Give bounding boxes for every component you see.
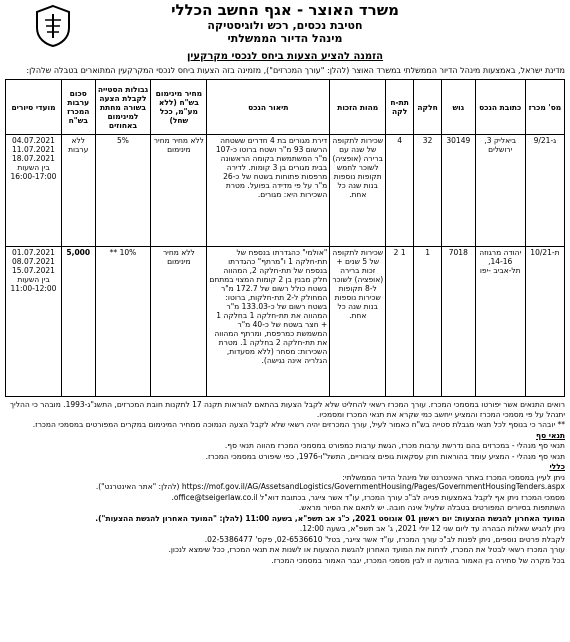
col-header: סכום ערבות המכרז בש"ח (61, 80, 95, 135)
info-item: עורך המכרז רשאי לבטל את המכרז, לדחות את המועד האחרון להגשת ההצעות או לשנות את תנאי המכרז, ככל שימצא לנכון. (168, 545, 565, 554)
info-item: בכל מקרה של סתירה בין האמור בהודעה זו לבין מסמכי המכרז, יגבר האמור במסמכי המכרז. (271, 555, 565, 565)
col-header: גוש (442, 80, 476, 135)
term-item: תנאי סף מנהלי - במכרזים בהם נדרשת ערבות מכרז, הגשת ערבות כמפורט במסמכי המכרז מהווה תנאי סף. (224, 441, 565, 450)
cell-description: "אולמי" כהגדרתו בנספח של תת-חלקה 1 ו"מרתף" כהגדרתו בנספח של תת-חלקה 2, המהווה חלק מבנין בן 2 קומות המצוי במתחם בשטח כולל רשום של 172.7 מ"ר המחולק ל-2 תת-חלקות, ברוטו: בשטח רשום של כ-133.03 מ"ר המהווה את תת-חלקה 1 בחלקה 1 + חצר בשטח של כ-40 מ"ר המשמשת כמרפסת, ומרתף המהווה את תת-חלקה 2 בחלקה 1. מטרת השכירות: מסחר (ללא מסעדות, הגלריה אינה נגישה). (207, 247, 330, 397)
term-item: תנאי סף מנהלי - המציע עומד בהוראות חוק עסקאות גופים ציבוריים, התשל"ו-1976, כפי שיפורט במסמכי המכרז. (205, 451, 565, 461)
cell-description: דירת מגורים בת 4 חדרים ששטחה הרשום 93 מ"ר ושטח ברוטו כ-107 מ"ר המשתמשת בקומה הראשונה בבית מגורים בן 3 קומות. לדירה מרפסות פתוחות בשטח של כ-26 מ"ר על פי מדידה בפועל. מטרת השכירות היא: מגורים. (207, 135, 330, 247)
properties-table (5, 79, 565, 397)
cell-tours: 04.07.2021 11.07.2021 18.07.2021 בין השעות 16:00-17:00 (6, 135, 62, 247)
division-name: חטיבת נכסים, רכש ולוגיסטיקה (207, 19, 363, 32)
notes-section (5, 400, 565, 565)
letterhead (5, 2, 565, 45)
deadline-item: המועד האחרון להגשת ההצעות: יום ראשון 01 אוגוסט 2021, כ"ג אב תשפ"א, בשעה 11:00 (להלן: "המועד האחרון להגשת ההצעות"). (95, 513, 565, 523)
ministry-name: משרד האוצר - אגף החשב הכללי (171, 1, 399, 19)
cell-min-price: ללא מחיר מינימום (151, 247, 207, 397)
tender-notice (5, 2, 565, 638)
col-header: מחיר מינימום בש"ח (ללא מע"מ, ככל שחל) (151, 80, 207, 135)
cell-address: ביאליק 3, ירושלים (475, 135, 525, 247)
cell-tender: ת-10/21 (525, 247, 564, 397)
col-header: חלקה (414, 80, 442, 135)
unit-name: מינהל הדיור הממשלתי (227, 32, 343, 45)
notice-title: הזמנה להציע הצעות ביחס לנכסי מקרקעין (186, 51, 383, 62)
col-header: מועדי סיורים (6, 80, 62, 135)
info-item: לקבלת פרטים נוספים, ניתן לפנות לב"כ עורך המכרז, עו"ד אשר צייגר, בטל' 02-6536610, פקס' 02-5386477. (204, 534, 565, 544)
cell-subparcel: 1 2 (386, 247, 414, 397)
cell-parcel: 1 (414, 247, 442, 397)
cell-block: 30149 (442, 135, 476, 247)
cell-tours: 01.07.2021 08.07.2021 15.07.2021 בין השעות 11:00-12:00 (6, 247, 62, 397)
col-header: מס' מכרז (525, 80, 564, 135)
cell-address: יהודה מרגוזה 14-16, תל-אביב -יפו (475, 247, 525, 397)
terms-heading: תנאי סף (536, 430, 565, 440)
col-header: תיאור הנכס (207, 80, 330, 135)
table-header-row (6, 80, 565, 135)
cell-right: שכירות לתקופה של שנה עם ברירה (אופציה) לשוכר לחמש תקופות נוספות בנות שנה כל אחת. (330, 135, 386, 247)
info-item: ניתן להגיש שאלות הבהרה עד ליום שני 12 יולי 2021, ג' אב תשפ"א, בשעה 12:00. (299, 524, 565, 533)
cell-guarantee: ללא ערבות (61, 135, 95, 247)
col-header: כתובת הנכס (475, 80, 525, 135)
info-item: השתתפות בסיורים המפורטים בטבלה שלעיל אינה חובה. יש לתאם את הסיור מראש. (298, 503, 565, 512)
state-emblem-icon (31, 4, 75, 48)
note-item: רואים התנאים אשר יפורטו במסמכי המכרז. עורך המכרז רשאי להחליט שלא לקבל הצעות בהתאם להוראות תקנה 17 לתקנות חובת המכרזים, התשנ"ג-1993. מובהר כי ההליך יתנהל על פי מסמכי המכרז והמציע ייחשב כמי שקרא את תנאי המכרז ומסמכיו. (10, 400, 565, 419)
table-row (6, 135, 565, 247)
notice-intro: מדינת ישראל, באמצעות מינהל הדיור הממשלתי במשרד האוצר (להלן: "עורך המכרזים"), מזמינה בזה הצעות ביחס לנכסי המקרקעין המתוארים בטבלה שלהלן: (26, 66, 565, 75)
cell-deviation: 10% ** (95, 247, 151, 397)
cell-tender: ג-9/21 (525, 135, 564, 247)
col-header: גבולות הסטייה לקבלת הצעה בשורה מחתת למינימום באחוזים (95, 80, 151, 135)
col-header: מהות הזכות (330, 80, 386, 135)
cell-min-price: ללא מחיר מחיר מינימום (151, 135, 207, 247)
cell-deviation: 5% (95, 135, 151, 247)
col-header: תת-חלקה (386, 80, 414, 135)
table-row (6, 247, 565, 397)
cell-block: 7018 (442, 247, 476, 397)
info-heading: כללי (549, 462, 565, 471)
info-item: מסמכי המכרז ניתן אף לקבל באמצעות פנייה לב"כ עורך המכרז, עו"ד אשר צייגר, בכתובת דוא"ל office@tseigerlaw.co.il. (171, 492, 565, 502)
info-item: ניתן לעיין במסמכי המכרז באתר האינטרנט של מינהל הדיור הממשלתי: https://mof.gov.il/AG/AssetsandLogistics/GovernmentHousing/Pages/GovernmentHousingTenders.aspx (להלן: "אתר האינטרנט"). (95, 472, 565, 491)
cell-guarantee: 5,000 (61, 247, 95, 397)
cell-subparcel: 4 (386, 135, 414, 247)
cell-right: שכירות לתקופה של 5 שנים + זכות ברירה (אופציה) לשוכר ל-8 תקופות שכירות נוספות בנות שנה כל אחת. (330, 247, 386, 397)
note-item: ** יובהר כי בנוסף לכל תנאי מגבלת סטייה בש"ח כאמור לעיל, עורך המכרזים יהיה רשאי שלא לקבל הצעה הנמוכה ממחיר המינימום במקרים המפורטים במסמכי המכרז. (32, 420, 565, 429)
cell-parcel: 32 (414, 135, 442, 247)
